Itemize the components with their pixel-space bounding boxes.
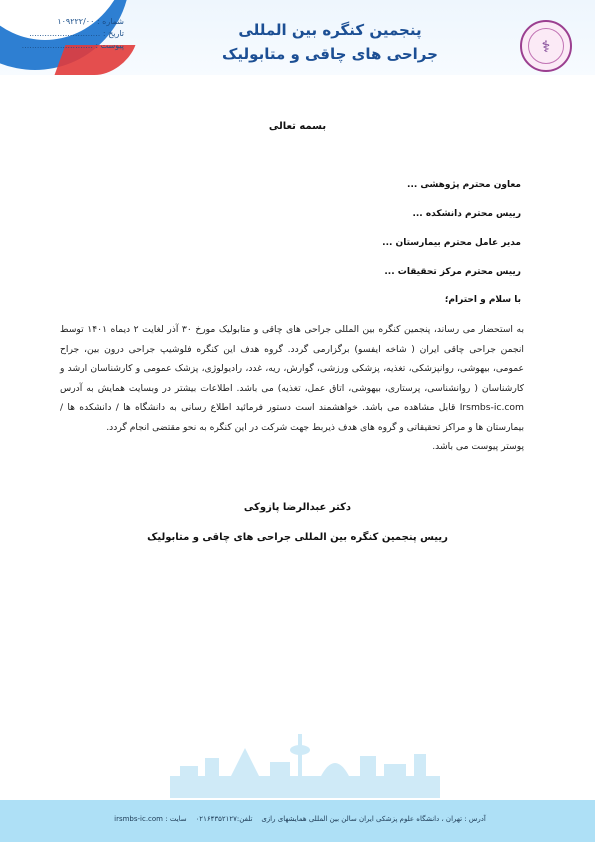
footer-info <box>90 815 510 823</box>
footer-site-label: سایت : <box>165 815 187 823</box>
footer-site-link[interactable]: irsmbs-ic.com <box>114 815 163 823</box>
body-paragraph: به استحضار می رساند، پنجمین کنگره بین المللی جراحی های چاقی و متابولیک مورخ ۳۰ آذر لغایت ۲ دیماه ۱۴۰۱ توسط انجمن جراحی چاقی ایران ( شاخه ایفسو) برگزارمی گردد. گروه هدف این کنگره فلوشیپ جراحی درون بین، جراح عمومی، بیهوشی، روانپزشکی، تغذیه، پزشکی ورزشی، گوارش، ریه، غدد، رادیولوژی، پزشک عمومی و کارشناسان ارشد و کارشناسان ( روانشناسی، پرستاری، بیهوشی، اتاق عمل، تغذیه) می باشد. اطلاعات بیشتر در وبسایت همایش به آدرس Irsmbs-ic.com قابل مشاهده می باشد. خواهشمند است دستور فرمائید اطلاع رسانی به دانشگاه ها / دانشکده ها / بیمارستان ها و مراکز تحقیقاتی و گروه های هدف ذیربط جهت شرکت در این کنگره به نحو مقتضی انجام گردد. <box>60 324 524 433</box>
date-label: تاریخ : <box>102 29 124 38</box>
addressee-3: مدیر عامل محترم بیمارستان ... <box>382 238 521 248</box>
title-line-2: جراحی های چاقی و متابولیک <box>222 45 438 63</box>
attachment-label: پیوست : <box>95 41 124 50</box>
society-logo <box>520 20 572 72</box>
addressee-2: رییس محترم دانشکده ... <box>412 209 521 219</box>
number-value: ۱۰۹۲۲۲/۰۰ <box>57 17 95 26</box>
date-value: ............................ <box>29 29 101 38</box>
addressee-4: رییس محترم مرکز تحقیقات ... <box>384 267 521 277</box>
footer-phone: تلفن:۰۲۱۶۴۳۵۲۱۲۷ <box>195 815 253 823</box>
letter-meta <box>14 16 124 52</box>
tehran-skyline-icon <box>170 728 440 798</box>
bismillah: بسمه تعالی <box>268 121 327 132</box>
number-label: شماره : <box>96 17 124 26</box>
footer-address: آدرس : تهران ، دانشگاه علوم پزشکی ایران سالن بین المللی همایشهای رازی <box>261 815 486 823</box>
addressee-1: معاون محترم پژوهشی ... <box>407 180 521 190</box>
signer-title: رییس پنجمین کنگره بین المللی جراحی های چاقی و متابولیک <box>147 532 448 543</box>
greeting: با سلام و احترام؛ <box>444 295 521 305</box>
signer-name: دکتر عبدالرضا پازوکی <box>243 502 352 513</box>
logo-emblem-icon: ⚕ <box>528 28 564 64</box>
title-line-1: پنجمین کنگره بین المللی <box>238 21 422 39</box>
letter-body <box>60 320 524 457</box>
closing-line: پوستر پیوست می باشد. <box>432 441 524 452</box>
congress-title <box>150 18 510 66</box>
attachment-value: ............................ <box>21 41 93 50</box>
